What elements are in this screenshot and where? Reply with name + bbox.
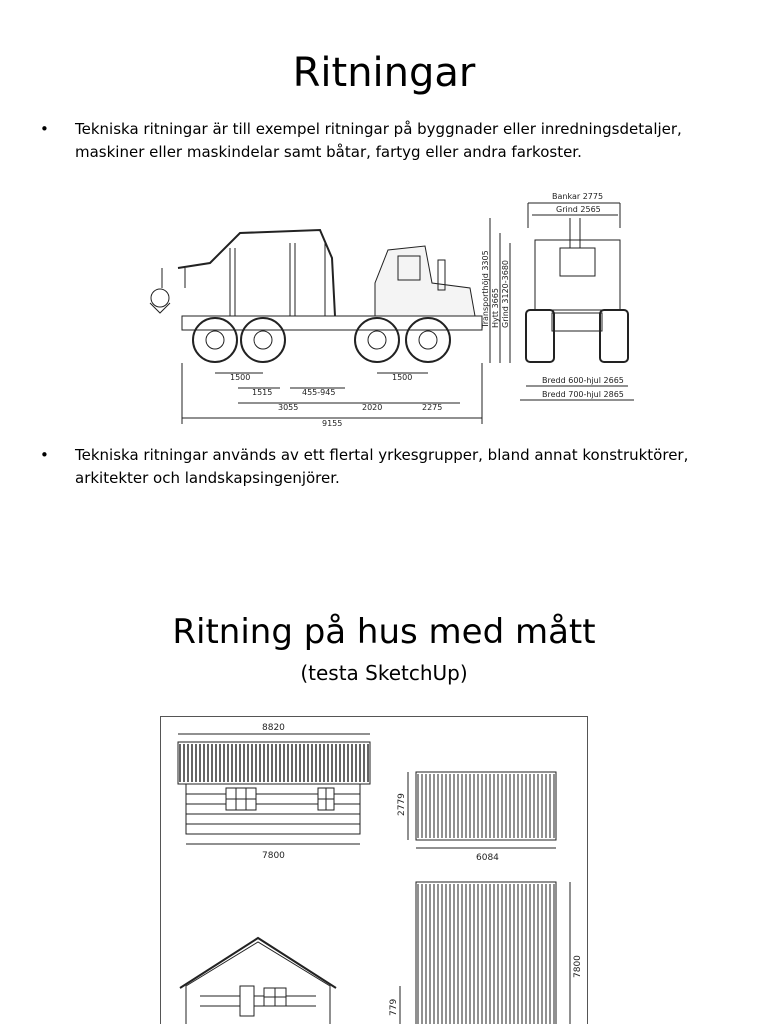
dim-label: Grind 2565 [556,205,601,214]
dim-label: Grind 3120-3680 [501,259,510,328]
dim-label: 1515 [252,388,273,397]
dim-label: 9155 [322,419,343,428]
dim-label: 1500 [230,373,251,382]
wheels [193,318,450,362]
dim-label: Transporthöjd 3305 [481,250,490,328]
house-technical-drawing [160,716,588,1024]
dim-label: Hytt 3665 [491,288,500,328]
dim-label: Bredd 600-hjul 2665 [542,376,624,385]
dim-label: 7800 [573,955,583,978]
dim-label: 7800 [262,851,285,861]
dim-label: 2779 [397,793,407,816]
bullet-item-1 [40,118,740,166]
forwarder-technical-drawing [140,188,640,428]
dim-label: 2020 [362,403,383,412]
dim-label: 3055 [278,403,299,412]
slide-2-subtitle: (testa SketchUp) [300,661,468,685]
bullet-text-2: Tekniska ritningar används av ett flertal yrkesgrupper, bland annat konstruktörer, arkitekter och landskapsingenjörer. [75,446,689,487]
dim-label: Bredd 700-hjul 2865 [542,390,624,399]
front-view-body [535,240,620,310]
slide-2 [0,560,768,1024]
slide-1-title: Ritningar [292,50,476,96]
dim-label: 8820 [262,723,285,733]
dim-label: Bankar 2775 [552,192,604,201]
slide-2-title: Ritning på hus med mått [172,612,596,652]
bullet-item-2 [40,444,740,492]
bullet-dot: • [40,120,49,138]
dim-label: 455-945 [302,388,336,397]
dim-label: 2275 [422,403,443,412]
house-door [240,986,254,1016]
dim-label: 1500 [392,373,413,382]
chassis-frame [182,316,482,330]
bullet-dot: • [40,446,49,464]
bullet-text-1: Tekniska ritningar är till exempel ritningar på byggnader eller inredningsdetaljer, maskiner eller maskindelar samt båtar, fartyg eller andra farkoster. [75,120,682,161]
dim-label: 6084 [476,853,499,863]
dim-label: 779 [389,998,399,1016]
